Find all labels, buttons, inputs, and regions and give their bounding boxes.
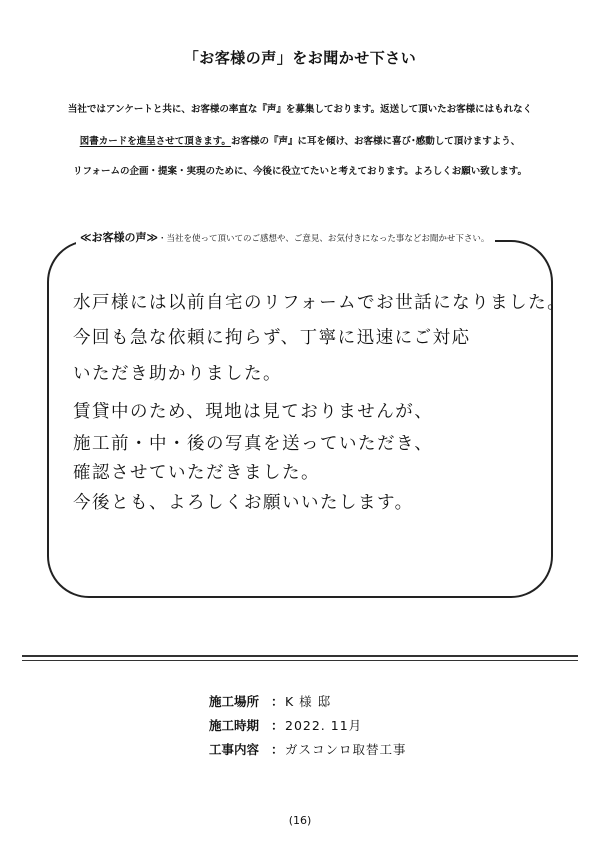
- info-key: 施工時期: [209, 718, 260, 733]
- voice-text-line: 水戸様には以前自宅のリフォームでお世話になりました。: [73, 293, 567, 313]
- voice-text-line: 今後とも、よろしくお願いいたします。: [73, 493, 414, 513]
- info-value: 2022. 11月: [285, 718, 363, 733]
- intro-line-2-rest: お客様の『声』に耳を傾け、お客様に喜び･感動して頂けますよう、: [230, 136, 521, 147]
- voice-text-line: 確認させていただきました。: [73, 463, 320, 483]
- info-separator: ：: [271, 718, 284, 733]
- voice-text-line: 施工前・中・後の写真を送っていただき、: [73, 434, 434, 454]
- intro-line-3: リフォームの企画・提案・実現のために、今後に役立てたいと考えております。よろしくお願い致します。: [72, 166, 527, 177]
- divider-thick: [22, 655, 578, 657]
- intro-line-2: [40, 133, 560, 147]
- customer-voice-note: ・当社を使って頂いてのご感想や、ご意見、お気付きになった事などお聞かせ下さい。: [158, 234, 490, 244]
- info-value: K 様 邸: [285, 694, 332, 709]
- construction-content-row: [209, 740, 407, 758]
- page-title: 「お客様の声」をお聞かせ下さい: [183, 49, 417, 67]
- divider-thin: [22, 660, 578, 661]
- info-key: 工事内容: [209, 742, 260, 757]
- voice-text-line: いただき助かりました。: [73, 364, 282, 384]
- voice-text-line: 今回も急な依頼に拘らず、丁寧に迅速にご対応: [73, 328, 471, 348]
- info-separator: ：: [271, 694, 284, 709]
- customer-voice-label: ≪お客様の声≫: [80, 231, 159, 244]
- voice-text-line: 賃貸中のため、現地は見ておりませんが、: [73, 402, 434, 422]
- intro-line-1: 当社ではアンケートと共に、お客様の率直な『声』を募集しております。返送して頂いたお客様にはもれなく: [67, 104, 533, 115]
- construction-date-row: [209, 716, 362, 734]
- construction-location-row: [209, 692, 331, 710]
- info-separator: ：: [271, 742, 284, 757]
- intro-gift-card-text: 図書カードを進呈させて頂きます。: [79, 136, 231, 147]
- customer-voice-header: [76, 230, 495, 247]
- info-value: ガスコンロ取替工事: [285, 742, 407, 757]
- info-key: 施工場所: [209, 694, 260, 709]
- page-number: (16): [288, 814, 312, 827]
